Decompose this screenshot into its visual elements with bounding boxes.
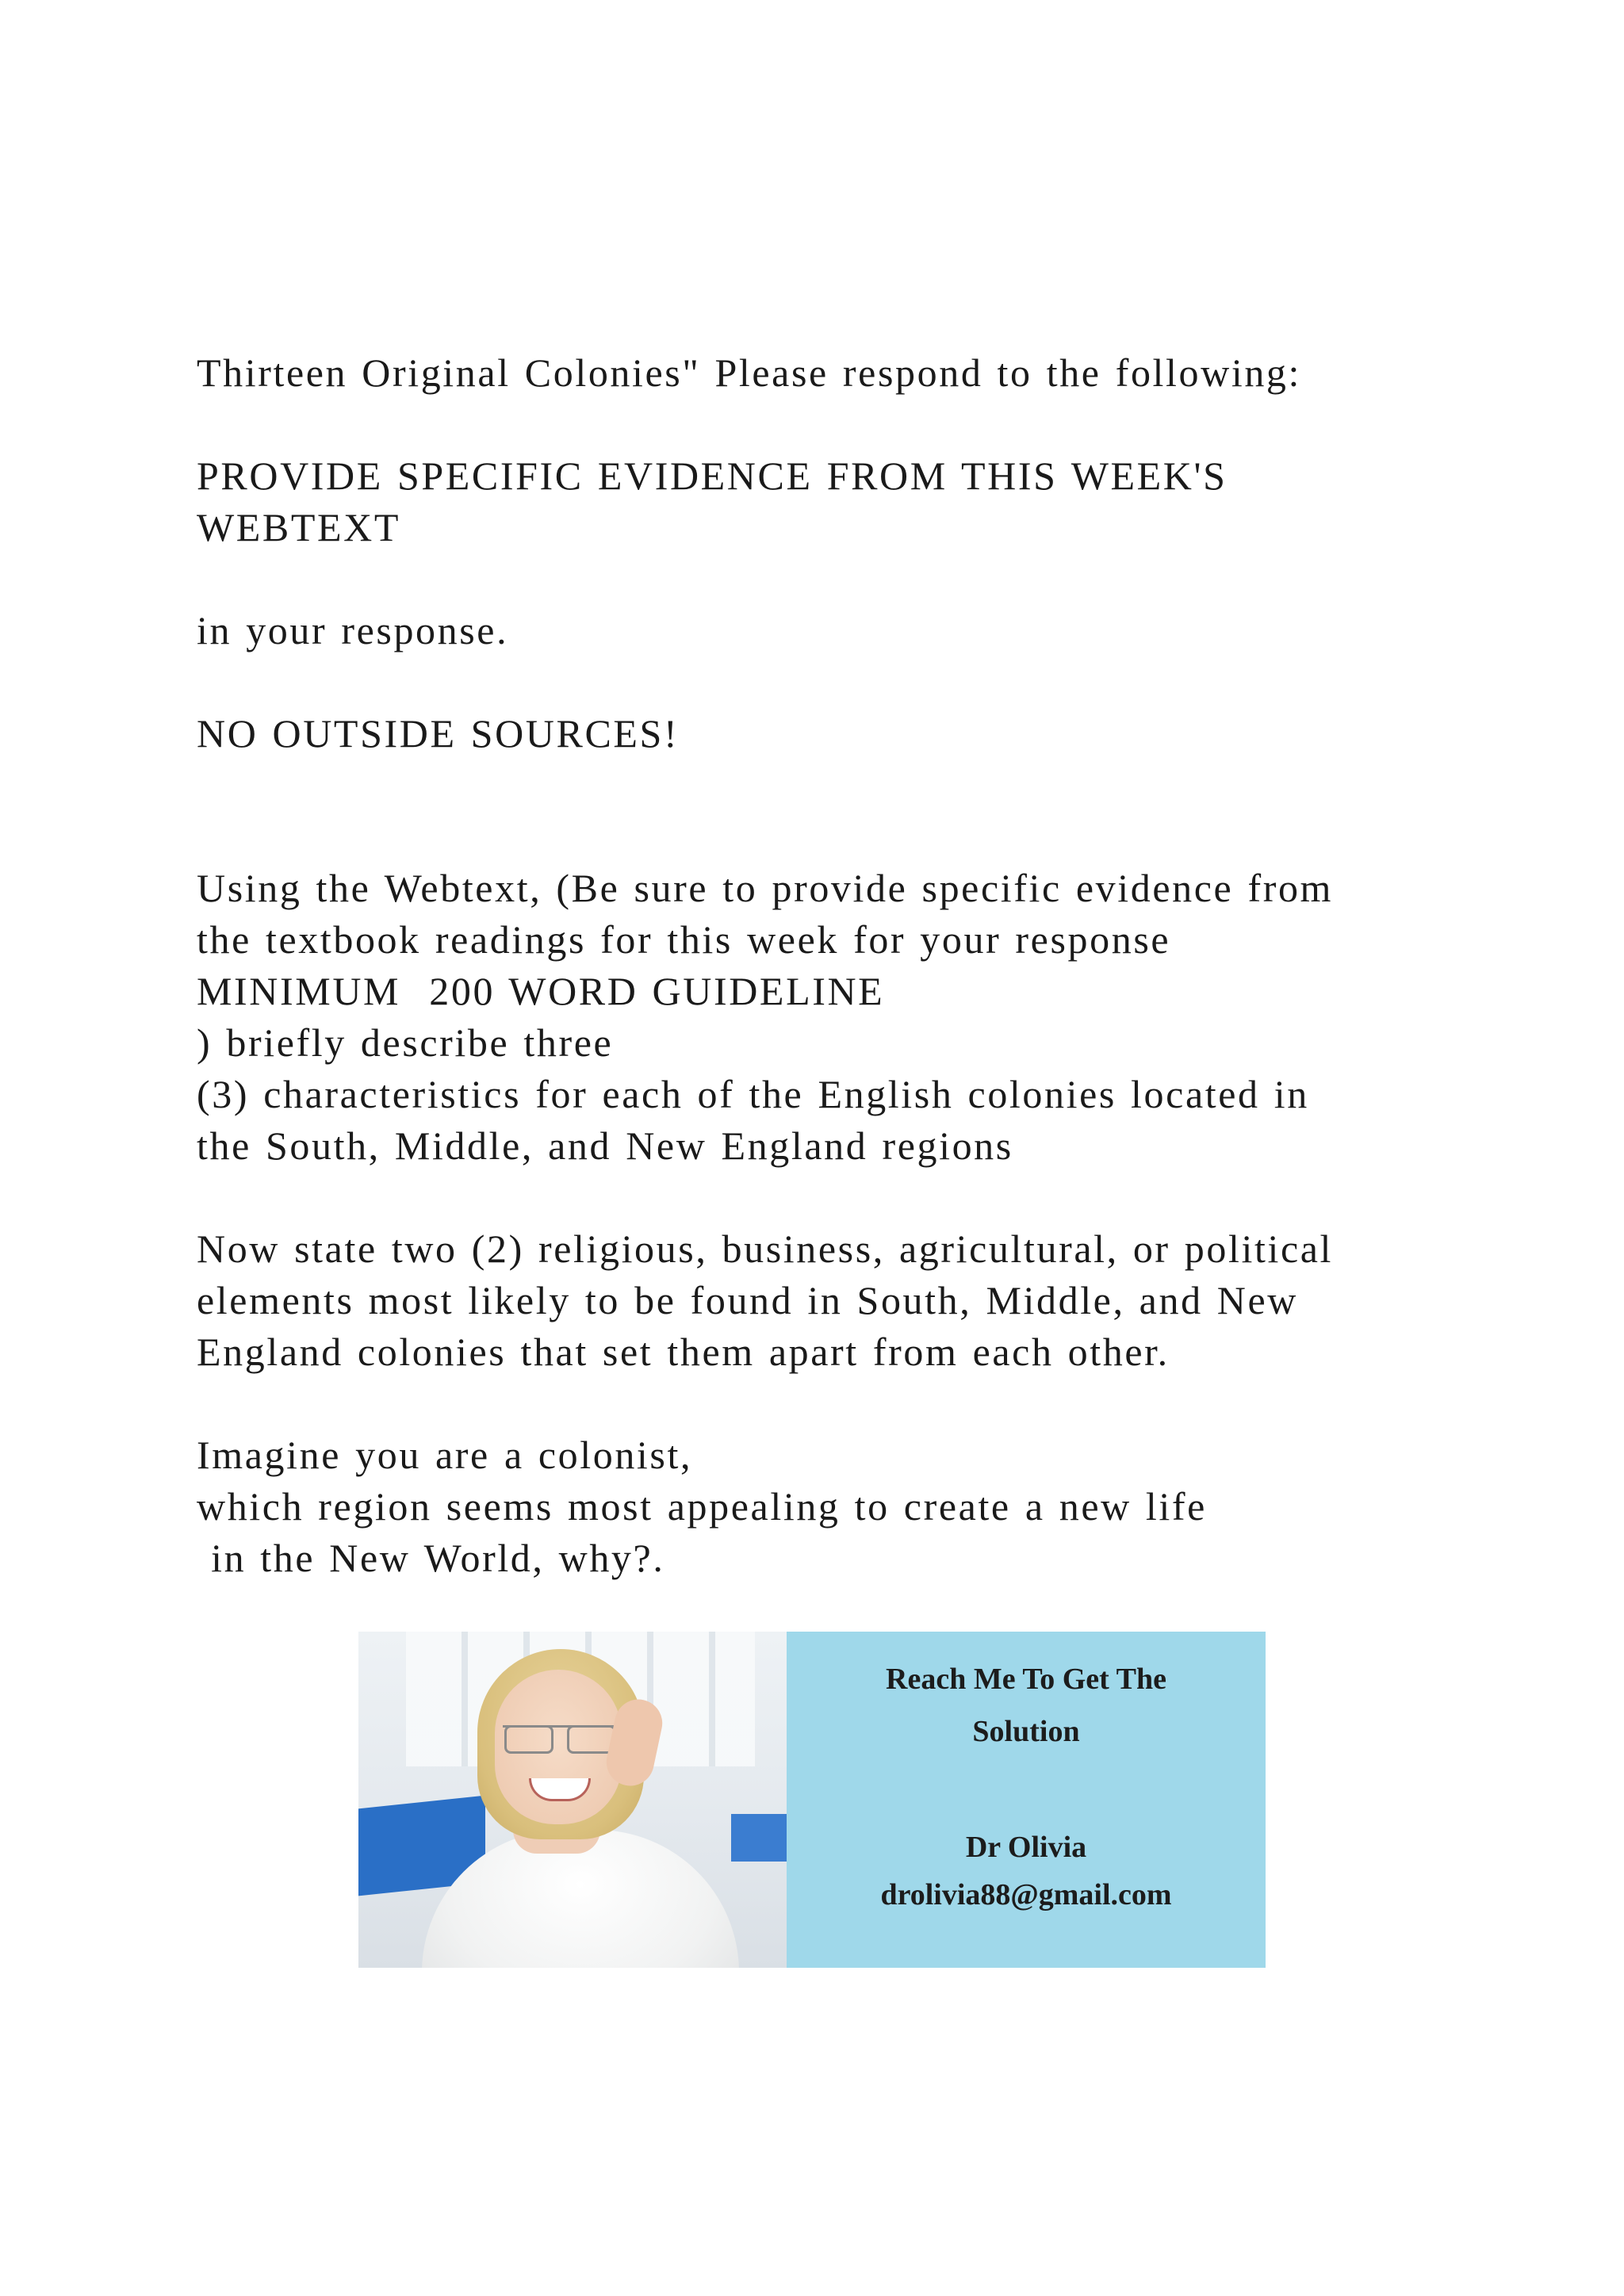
portrait-photo [358,1632,787,1968]
banner-headline-2: Solution [972,1715,1080,1748]
glasses-icon [503,1725,618,1755]
text-line: NO OUTSIDE SOURCES! [197,711,680,756]
text-line: in your response. [197,608,509,652]
text-line: in the New World, why?. [197,1536,665,1580]
text-line: Now state two (2) religious, business, agricultural, or political [197,1226,1334,1271]
assignment-text [197,347,1465,1584]
text-line: MINIMUM 200 WORD GUIDELINE [197,969,885,1013]
contact-email: drolivia88@gmail.com [880,1878,1172,1911]
text-line: Thirteen Original Colonies" Please respond to the following: [197,350,1302,395]
contact-banner [358,1632,1266,1968]
text-line: (3) characteristics for each of the English colonies located in [197,1072,1309,1116]
text-line: elements most likely to be found in South, Middle, and New [197,1278,1298,1322]
text-line: Using the Webtext, (Be sure to provide specific evidence from [197,866,1334,910]
text-line: England colonies that set them apart from each other. [197,1330,1170,1374]
contact-info-panel [787,1632,1266,1968]
text-line: PROVIDE SPECIFIC EVIDENCE FROM THIS WEEK'S [197,453,1228,498]
text-line: ) briefly describe three [197,1020,614,1065]
text-line: the South, Middle, and New England regions [197,1123,1013,1168]
text-line: WEBTEXT [197,505,401,549]
text-line: the textbook readings for this week for your response [197,917,1171,962]
banner-headline: Reach Me To Get The [886,1663,1166,1696]
text-line: Imagine you are a colonist, [197,1433,693,1477]
text-line: which region seems most appealing to create a new life [197,1484,1207,1529]
contact-name: Dr Olivia [965,1831,1087,1864]
